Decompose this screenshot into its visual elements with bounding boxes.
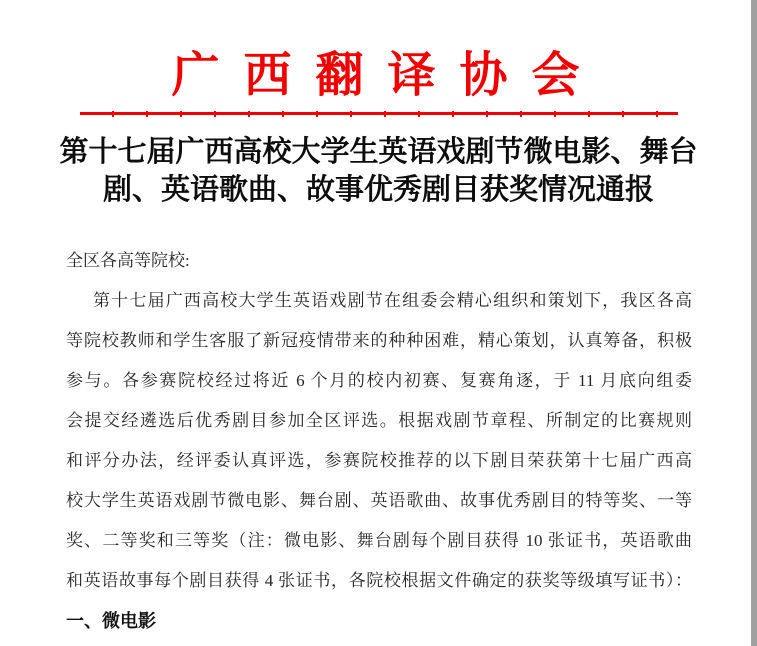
paragraph-line: 和评分办法，经评委认真评选，参赛院校推荐的以下剧目荣获第十七届广西高 (66, 451, 692, 470)
paragraph-line: 和英语故事每个剧目获得 4 张证书，各院校根据文件确定的获奖等级填写证书）： (66, 571, 692, 590)
section-heading-micro-film: 一、微电影 (66, 611, 156, 631)
document-title (20, 133, 737, 209)
paragraph-line: 参与。各参赛院校经过将近 6 个月的校内初赛、复赛角逐，于 11 月底向组委 (66, 371, 692, 390)
paragraph-line: 会提交经遴选后优秀剧目参加全区评选。根据戏剧节章程、所制定的比赛规则 (66, 411, 692, 430)
page-edge-strip (751, 0, 757, 646)
letterhead-red-rule (80, 111, 678, 117)
document-title-line-1: 第十七届广西高校大学生英语戏剧节微电影、舞台 (59, 136, 698, 168)
salutation: 全区各高等院校: (66, 251, 190, 270)
letterhead-org-name: 广 西 翻 译 协 会 (171, 49, 586, 102)
document-title-line-2: 剧、英语歌曲、故事优秀剧目获奖情况通报 (102, 174, 654, 206)
paragraph-line: 第十七届广西高校大学生英语戏剧节在组委会精心组织和策划下，我区各高 (93, 291, 692, 310)
main-paragraph (66, 281, 692, 601)
paragraph-line: 奖、二等奖和三等奖（注：微电影、舞台剧每个剧目获得 10 张证书，英语歌曲 (66, 531, 692, 550)
document-body (66, 241, 692, 641)
paragraph-line: 等院校教师和学生客服了新冠疫情带来的种种困难，精心策划，认真筹备，积极 (66, 331, 692, 350)
paragraph-line: 校大学生英语戏剧节微电影、舞台剧、英语歌曲、故事优秀剧目的特等奖、一等 (66, 491, 692, 510)
